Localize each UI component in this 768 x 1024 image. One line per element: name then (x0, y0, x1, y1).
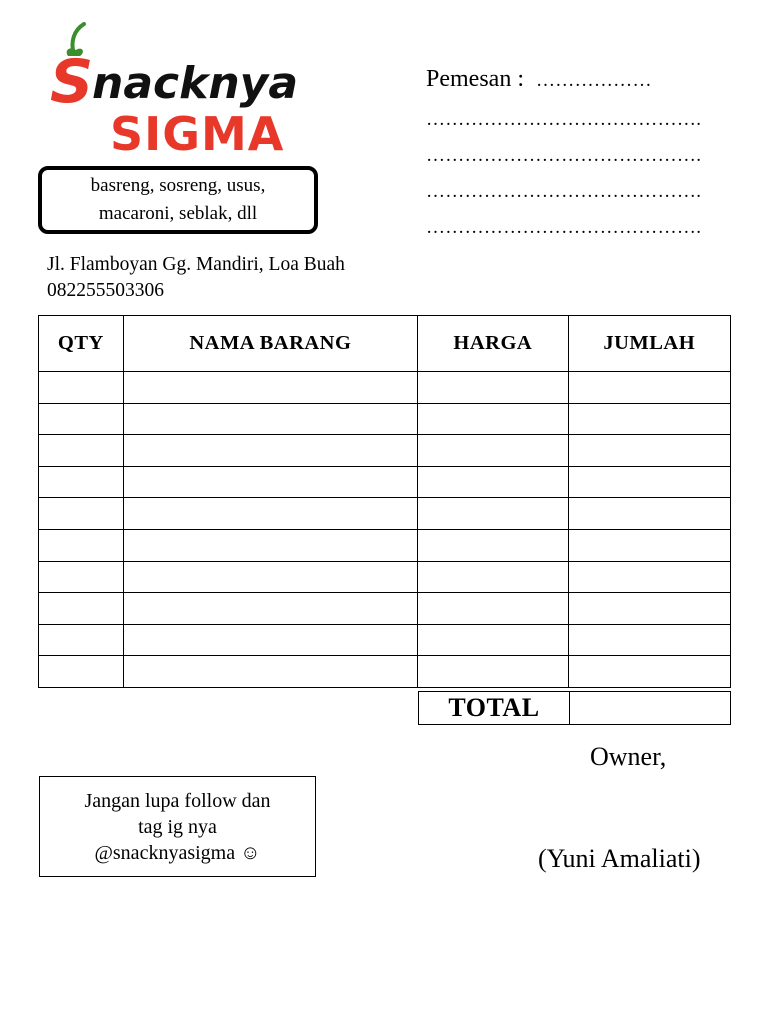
jumlah-cell[interactable] (568, 372, 730, 404)
products-line2: macaroni, seblak, dll (98, 203, 258, 224)
brand-logo (40, 20, 340, 160)
nama-barang-cell[interactable] (123, 593, 417, 625)
jumlah-cell[interactable] (568, 593, 730, 625)
nama-barang-cell[interactable] (123, 529, 417, 561)
table-row (39, 529, 731, 561)
customer-dots-line[interactable]: ……………………………………. (426, 145, 702, 166)
table-row (39, 593, 731, 625)
nama-barang-cell[interactable] (123, 656, 417, 688)
jumlah-cell[interactable] (568, 466, 730, 498)
jumlah-cell[interactable] (568, 435, 730, 467)
table-row (39, 435, 731, 467)
customer-block (426, 66, 726, 246)
follow-line2: tag ig nya (138, 815, 217, 838)
table-row (39, 498, 731, 530)
header-qty: QTY (39, 316, 124, 372)
jumlah-cell[interactable] (568, 529, 730, 561)
table-row (39, 656, 731, 688)
items-table (38, 315, 731, 688)
total-table (418, 691, 731, 725)
jumlah-cell[interactable] (568, 656, 730, 688)
jumlah-cell[interactable] (568, 498, 730, 530)
customer-dots-line[interactable]: ……………………………………. (426, 181, 702, 202)
customer-dots-line[interactable]: ……………………………………. (426, 109, 702, 130)
logo-graphic (40, 20, 340, 160)
harga-cell[interactable] (418, 529, 568, 561)
harga-cell[interactable] (418, 435, 568, 467)
total-row (419, 692, 731, 725)
follow-line1: Jangan lupa follow dan (84, 789, 271, 812)
items-table-body (39, 372, 731, 688)
header-harga: HARGA (418, 316, 568, 372)
logo-s-letter: S (50, 47, 94, 117)
jumlah-cell[interactable] (568, 561, 730, 593)
header-jumlah: JUMLAH (568, 316, 730, 372)
nama-barang-cell[interactable] (123, 624, 417, 656)
table-row (39, 403, 731, 435)
harga-cell[interactable] (418, 561, 568, 593)
address-block (47, 252, 345, 304)
qty-cell[interactable] (39, 593, 124, 625)
nama-barang-cell[interactable] (123, 466, 417, 498)
table-row (39, 561, 731, 593)
header-nama-barang: NAMA BARANG (123, 316, 417, 372)
products-line1: basreng, sosreng, usus, (90, 175, 266, 196)
nama-barang-cell[interactable] (123, 403, 417, 435)
harga-cell[interactable] (418, 466, 568, 498)
qty-cell[interactable] (39, 435, 124, 467)
products-box (38, 166, 318, 234)
qty-cell[interactable] (39, 498, 124, 530)
table-row (39, 624, 731, 656)
follow-instagram-handle: @snacknyasigma ☺ (94, 841, 261, 864)
nama-barang-cell[interactable] (123, 498, 417, 530)
address-phone: 082255503306 (47, 280, 164, 301)
logo-line1-text: nacknya (92, 58, 299, 109)
harga-cell[interactable] (418, 372, 568, 404)
qty-cell[interactable] (39, 403, 124, 435)
customer-dots-line[interactable]: ……………………………………. (426, 217, 702, 238)
nama-barang-cell[interactable] (123, 561, 417, 593)
table-row (39, 372, 731, 404)
customer-label: Pemesan : (426, 66, 524, 92)
qty-cell[interactable] (39, 466, 124, 498)
total-value-cell[interactable] (570, 692, 731, 725)
harga-cell[interactable] (418, 593, 568, 625)
harga-cell[interactable] (418, 498, 568, 530)
jumlah-cell[interactable] (568, 624, 730, 656)
qty-cell[interactable] (39, 656, 124, 688)
follow-box (39, 776, 316, 877)
harga-cell[interactable] (418, 624, 568, 656)
qty-cell[interactable] (39, 529, 124, 561)
items-table-header (39, 316, 731, 372)
table-row (39, 466, 731, 498)
customer-first-line (426, 66, 726, 102)
total-label: TOTAL (419, 692, 570, 725)
nama-barang-cell[interactable] (123, 372, 417, 404)
qty-cell[interactable] (39, 372, 124, 404)
logo-line2-text: SIGMA (110, 107, 285, 160)
jumlah-cell[interactable] (568, 403, 730, 435)
qty-cell[interactable] (39, 561, 124, 593)
qty-cell[interactable] (39, 624, 124, 656)
harga-cell[interactable] (418, 403, 568, 435)
owner-label: Owner, (590, 742, 667, 771)
customer-name-field[interactable]: ……………… (535, 70, 652, 91)
harga-cell[interactable] (418, 656, 568, 688)
owner-name: (Yuni Amaliati) (538, 844, 701, 873)
nama-barang-cell[interactable] (123, 435, 417, 467)
address-street: Jl. Flamboyan Gg. Mandiri, Loa Buah (47, 254, 345, 275)
